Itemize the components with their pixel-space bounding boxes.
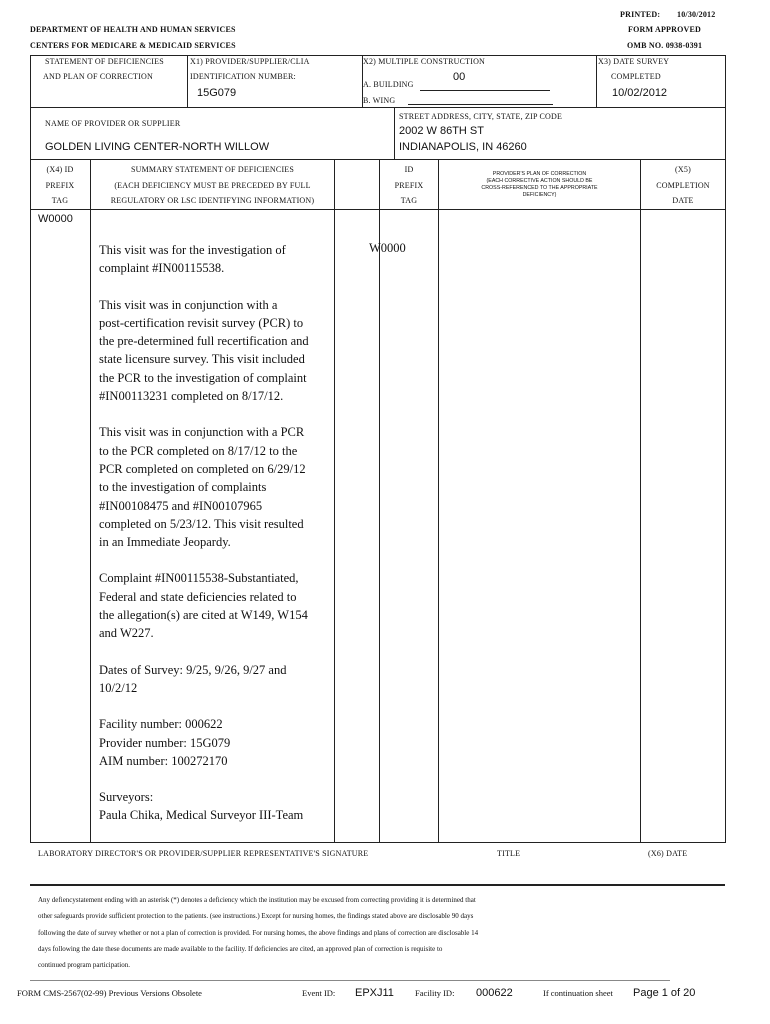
- col-plan-header-4: DEFICIENCY): [522, 192, 557, 198]
- multiple-construction-label: X2) MULTIPLE CONSTRUCTION: [363, 57, 486, 66]
- col-id-header-2: PREFIX: [394, 181, 424, 190]
- title-label: TITLE: [497, 849, 521, 858]
- statement-label-1: STATEMENT OF DEFICIENCIES: [45, 57, 164, 66]
- col-x5-header-1: (X5): [675, 165, 691, 174]
- col-id-header-3: TAG: [400, 196, 418, 205]
- facility-id-value: 000622: [476, 987, 513, 999]
- event-id-label: Event ID:: [302, 988, 336, 998]
- form-approved: FORM APPROVED: [628, 25, 702, 34]
- col-x4-header-1: (X4) ID: [46, 165, 74, 174]
- address-line-1: 2002 W 86TH ST: [399, 125, 484, 137]
- building-value: 00: [453, 71, 466, 83]
- col-summary-header-1: SUMMARY STATEMENT OF DEFICIENCIES: [130, 165, 295, 174]
- summary-paragraph: Surveyors: Paula Chika, Medical Surveyor III-Team: [99, 790, 304, 823]
- date-survey-label-2: COMPLETED: [611, 72, 661, 81]
- summary-paragraph: Complaint #IN00115538-Substantiated, Federal and state deficiencies related to the allegation(s) are cited at W149, W154 and W227.: [99, 571, 308, 641]
- provider-id-label-1: X1) PROVIDER/SUPPLIER/CLIA: [190, 57, 310, 66]
- col-x4-header-2: PREFIX: [45, 181, 75, 190]
- agency-line-1: DEPARTMENT OF HEALTH AND HUMAN SERVICES: [30, 25, 236, 34]
- col-summary-header-2: (EACH DEFICIENCY MUST BE PRECEDED BY FULL: [114, 181, 311, 190]
- prefix-tag: W0000: [38, 213, 73, 225]
- summary-paragraph: Facility number: 000622 Provider number: 15G079 AIM number: 100272170: [99, 717, 231, 768]
- facility-id-label: Facility ID:: [415, 988, 455, 998]
- col-x4-header-3: TAG: [51, 196, 69, 205]
- statement-label-2: AND PLAN OF CORRECTION: [43, 72, 153, 81]
- wing-underline: [408, 104, 553, 105]
- summary-paragraph: Dates of Survey: 9/25, 9/26, 9/27 and 10/2/12: [99, 662, 287, 695]
- id-prefix-tag: W0000: [369, 241, 406, 255]
- provider-name-value: GOLDEN LIVING CENTER-NORTH WILLOW: [45, 141, 270, 153]
- building-underline: [420, 90, 550, 91]
- event-id-value: EPXJ11: [355, 987, 394, 999]
- form-number: FORM CMS-2567(02-99) Previous Versions Obsolete: [17, 988, 202, 998]
- col-x5-header-2: COMPLETION: [656, 181, 710, 190]
- summary-paragraph: This visit was for the investigation of complaint #IN00115538.: [99, 243, 286, 276]
- disclaimer-footnote: Any defiencystatement ending with an asterisk (*) denotes a deficiency which the institution may be excused from correcting providing it is determined that other safeguards provide sufficient protection to the patients. (see instructions.) Except for nursing homes, the findings stated above are disclosable 90 days following the date of survey whether or not a plan of correction is provided. For nursing homes, the above findings and plans of correction are disclosable 14 days following the date these documents are made available to the facility. If deficiencies are cited, an approved plan of correction is requisite to continued program participation.: [38, 896, 479, 970]
- building-label: A. BUILDING: [363, 80, 414, 89]
- provider-name-label: NAME OF PROVIDER OR SUPPLIER: [45, 119, 181, 128]
- signature-date-label: (X6) DATE: [648, 849, 688, 858]
- address-label: STREET ADDRESS, CITY, STATE, ZIP CODE: [399, 112, 563, 121]
- omb-number: OMB NO. 0938-0391: [627, 41, 703, 50]
- col-summary-header-3: REGULATORY OR LSC IDENTIFYING INFORMATION): [110, 196, 315, 205]
- printed-label: PRINTED:: [620, 10, 661, 19]
- address-line-2: INDIANAPOLIS, IN 46260: [399, 141, 527, 153]
- date-survey-value: 10/02/2012: [612, 87, 668, 99]
- col-plan-header-2: (EACH CORRECTIVE ACTION SHOULD BE: [486, 178, 593, 184]
- col-plan-header-1: PROVIDER'S PLAN OF CORRECTION: [492, 171, 587, 177]
- col-plan-header: [439, 171, 640, 199]
- deficiency-summary: [99, 241, 331, 825]
- agency-line-2: CENTERS FOR MEDICARE & MEDICAID SERVICES: [30, 41, 236, 50]
- col-plan-header-3: CROSS-REFERENCED TO THE APPROPRIATE: [481, 185, 598, 191]
- date-survey-label-1: X3) DATE SURVEY: [598, 57, 670, 66]
- col-id-header-1: ID: [404, 165, 414, 174]
- printed-date: 10/30/2012: [677, 10, 716, 19]
- col-x5-header-3: DATE: [672, 196, 694, 205]
- provider-id-label-2: IDENTIFICATION NUMBER:: [190, 72, 296, 81]
- page-number: Page 1 of 20: [633, 987, 696, 999]
- wing-label: B. WING: [363, 96, 396, 105]
- summary-paragraph: This visit was in conjunction with a post-certification revisit survey (PCR) to the pre-determined full recertification and state licensure survey. This visit included the PCR to the investigation of complaint #IN00113231 completed on 8/17/12.: [99, 297, 309, 404]
- provider-id-value: 15G079: [197, 87, 237, 99]
- summary-paragraph: This visit was in conjunction with a PCR to the PCR completed on 8/17/12 to the PCR completed on completed on 6/29/12 to the investigation of complaints #IN00108475 and #IN00107965 completed on 5/23/12. This visit resulted in an Immediate Jeopardy.: [99, 425, 306, 550]
- continuation-label: If continuation sheet: [543, 988, 613, 998]
- signature-label: LABORATORY DIRECTOR'S OR PROVIDER/SUPPLIER REPRESENTATIVE'S SIGNATURE: [38, 849, 369, 858]
